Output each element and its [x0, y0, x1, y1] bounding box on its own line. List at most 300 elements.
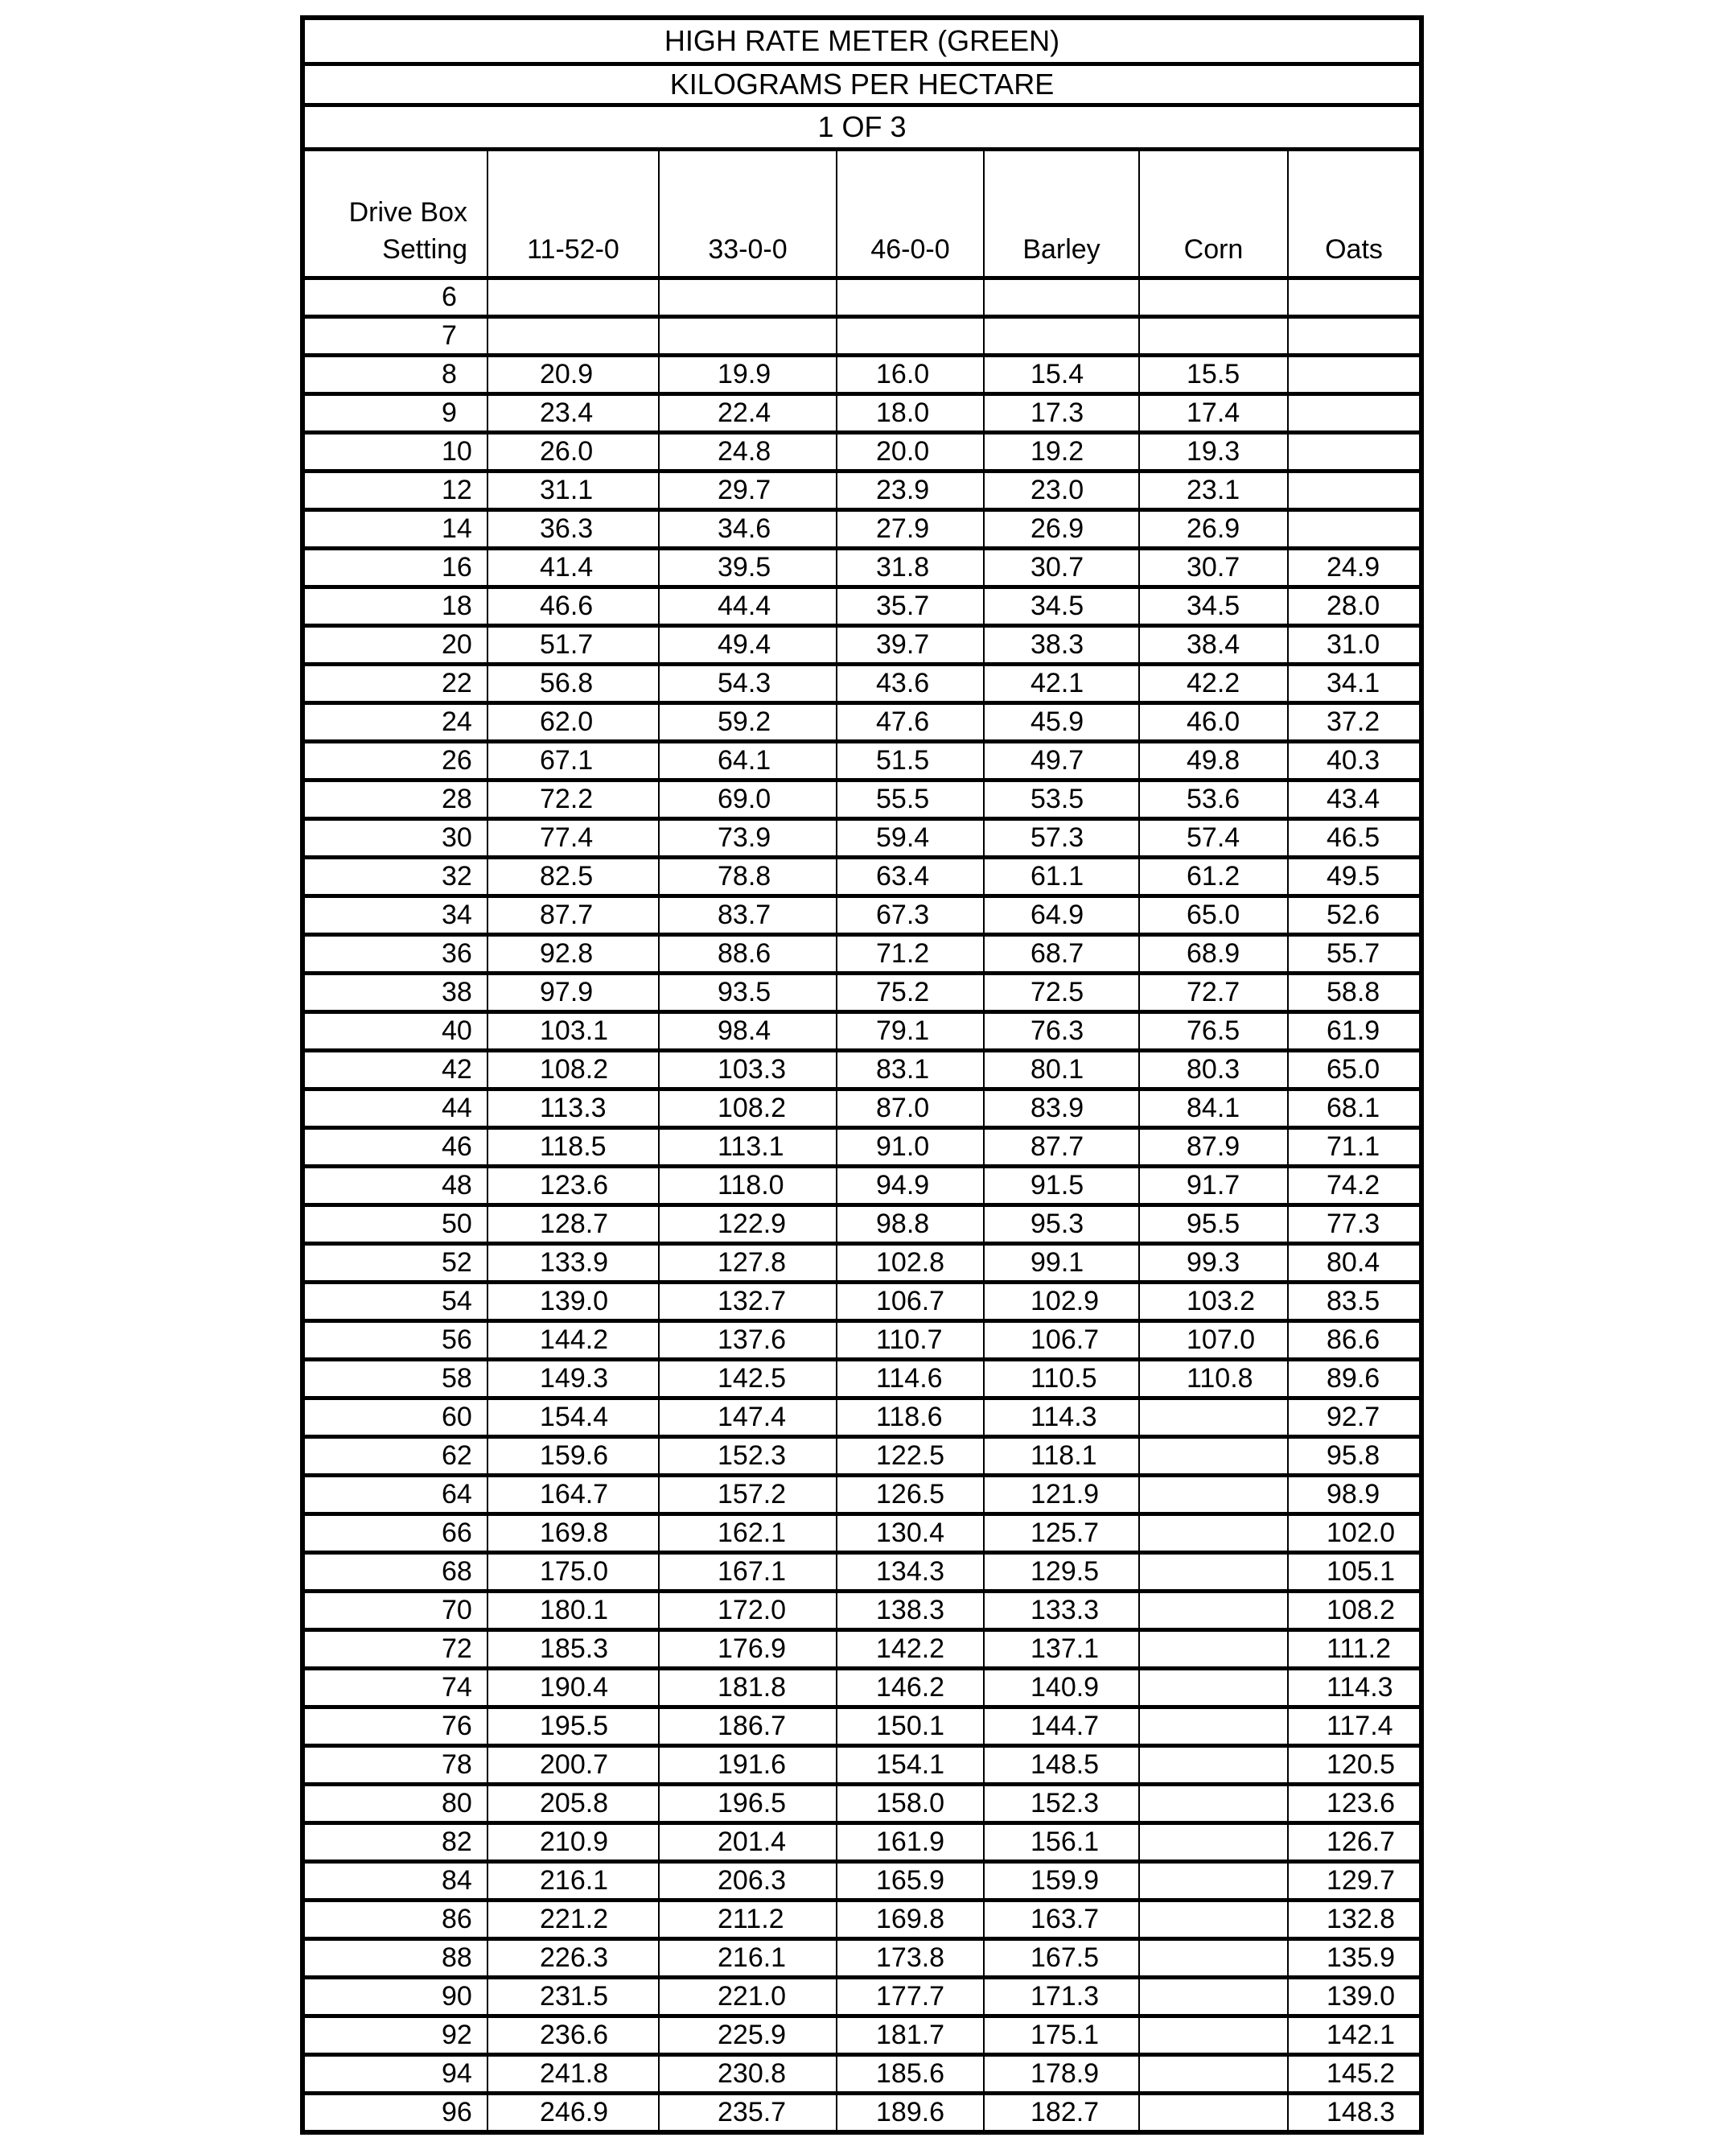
- setting-cell: 24: [302, 703, 487, 742]
- value-cell: [984, 278, 1139, 317]
- value-cell: 61.2: [1139, 858, 1288, 896]
- value-cell: 19.3: [1139, 433, 1288, 472]
- value-cell: 172.0: [659, 1592, 837, 1630]
- table-row: [302, 1746, 1421, 1785]
- value-cell: 18.0: [837, 394, 984, 433]
- value-cell: 167.1: [659, 1553, 837, 1592]
- value-cell: 80.1: [984, 1051, 1139, 1089]
- page-subtitle: KILOGRAMS PER HECTARE: [302, 64, 1421, 105]
- value-cell: 114.3: [984, 1398, 1139, 1437]
- value-cell: 56.8: [487, 665, 659, 703]
- setting-cell: 6: [302, 278, 487, 317]
- value-cell: 65.0: [1139, 896, 1288, 935]
- table-row: [302, 1128, 1421, 1167]
- value-cell: 241.8: [487, 2055, 659, 2094]
- value-cell: [1288, 356, 1421, 394]
- setting-cell: 78: [302, 1746, 487, 1785]
- value-cell: 113.1: [659, 1128, 837, 1167]
- value-cell: 55.5: [837, 780, 984, 819]
- value-cell: 19.2: [984, 433, 1139, 472]
- page-title: HIGH RATE METER (GREEN): [302, 18, 1421, 64]
- value-cell: 91.5: [984, 1167, 1139, 1205]
- column-header-33-0-0: 33-0-0: [659, 150, 837, 278]
- value-cell: 161.9: [837, 1823, 984, 1862]
- setting-cell: 82: [302, 1823, 487, 1862]
- table-row: [302, 510, 1421, 549]
- value-cell: 59.4: [837, 819, 984, 858]
- setting-cell: 74: [302, 1669, 487, 1707]
- value-cell: 43.6: [837, 665, 984, 703]
- value-cell: [659, 278, 837, 317]
- value-cell: 92.8: [487, 935, 659, 974]
- value-cell: 123.6: [1288, 1785, 1421, 1823]
- table-row: [302, 1669, 1421, 1707]
- table-row: [302, 819, 1421, 858]
- setting-cell: 22: [302, 665, 487, 703]
- value-cell: 27.9: [837, 510, 984, 549]
- value-cell: [1139, 1901, 1288, 1939]
- value-cell: 49.7: [984, 742, 1139, 780]
- value-cell: 88.6: [659, 935, 837, 974]
- value-cell: [1288, 472, 1421, 510]
- value-cell: 98.8: [837, 1205, 984, 1244]
- value-cell: 221.0: [659, 1978, 837, 2016]
- value-cell: [1139, 278, 1288, 317]
- value-cell: [1139, 1939, 1288, 1978]
- value-cell: [1139, 1514, 1288, 1553]
- value-cell: 54.3: [659, 665, 837, 703]
- value-cell: 39.7: [837, 626, 984, 665]
- value-cell: 152.3: [984, 1785, 1139, 1823]
- table-row: [302, 780, 1421, 819]
- value-cell: 118.6: [837, 1398, 984, 1437]
- value-cell: 122.9: [659, 1205, 837, 1244]
- value-cell: 122.5: [837, 1437, 984, 1476]
- value-cell: 110.7: [837, 1321, 984, 1360]
- setting-cell: 52: [302, 1244, 487, 1283]
- rate-table-head: [302, 18, 1421, 278]
- table-row: [302, 2055, 1421, 2094]
- value-cell: 139.0: [487, 1283, 659, 1321]
- table-row: [302, 1398, 1421, 1437]
- table-row: [302, 1244, 1421, 1283]
- value-cell: 16.0: [837, 356, 984, 394]
- value-cell: 111.2: [1288, 1630, 1421, 1669]
- value-cell: [1139, 1592, 1288, 1630]
- value-cell: 191.6: [659, 1746, 837, 1785]
- value-cell: [1139, 1978, 1288, 2016]
- setting-cell: 40: [302, 1012, 487, 1051]
- setting-cell: 50: [302, 1205, 487, 1244]
- table-row: [302, 1862, 1421, 1901]
- value-cell: [659, 317, 837, 356]
- table-row: [302, 1901, 1421, 1939]
- setting-cell: 18: [302, 587, 487, 626]
- value-cell: 133.9: [487, 1244, 659, 1283]
- rate-table: [300, 15, 1424, 2135]
- value-cell: 196.5: [659, 1785, 837, 1823]
- value-cell: [837, 278, 984, 317]
- setting-cell: 14: [302, 510, 487, 549]
- value-cell: [1139, 1707, 1288, 1746]
- value-cell: 64.9: [984, 896, 1139, 935]
- value-cell: 102.0: [1288, 1514, 1421, 1553]
- value-cell: 169.8: [837, 1901, 984, 1939]
- value-cell: 146.2: [837, 1669, 984, 1707]
- value-cell: 144.2: [487, 1321, 659, 1360]
- setting-cell: 80: [302, 1785, 487, 1823]
- value-cell: 169.8: [487, 1514, 659, 1553]
- table-row: [302, 549, 1421, 587]
- value-cell: 77.4: [487, 819, 659, 858]
- value-cell: 37.2: [1288, 703, 1421, 742]
- rate-table-body: [302, 278, 1421, 2132]
- value-cell: 24.8: [659, 433, 837, 472]
- value-cell: 34.1: [1288, 665, 1421, 703]
- value-cell: 38.3: [984, 626, 1139, 665]
- table-row: [302, 587, 1421, 626]
- value-cell: 225.9: [659, 2016, 837, 2055]
- value-cell: 95.5: [1139, 1205, 1288, 1244]
- value-cell: 30.7: [1139, 549, 1288, 587]
- value-cell: [1139, 1476, 1288, 1514]
- value-cell: [1139, 1669, 1288, 1707]
- table-row: [302, 1823, 1421, 1862]
- value-cell: 95.8: [1288, 1437, 1421, 1476]
- setting-cell: 86: [302, 1901, 487, 1939]
- setting-cell: 20: [302, 626, 487, 665]
- value-cell: 67.1: [487, 742, 659, 780]
- setting-cell: 36: [302, 935, 487, 974]
- value-cell: 34.5: [1139, 587, 1288, 626]
- column-header-11-52-0: 11-52-0: [487, 150, 659, 278]
- value-cell: 91.0: [837, 1128, 984, 1167]
- value-cell: 45.9: [984, 703, 1139, 742]
- value-cell: 200.7: [487, 1746, 659, 1785]
- value-cell: 110.5: [984, 1360, 1139, 1398]
- value-cell: [1139, 1862, 1288, 1901]
- value-cell: 87.9: [1139, 1128, 1288, 1167]
- value-cell: 139.0: [1288, 1978, 1421, 2016]
- title-row: [302, 18, 1421, 64]
- table-row: [302, 1089, 1421, 1128]
- table-row: [302, 1630, 1421, 1669]
- value-cell: 98.4: [659, 1012, 837, 1051]
- setting-cell: 84: [302, 1862, 487, 1901]
- setting-cell: 44: [302, 1089, 487, 1128]
- value-cell: 44.4: [659, 587, 837, 626]
- column-header-barley: Barley: [984, 150, 1139, 278]
- value-cell: 83.9: [984, 1089, 1139, 1128]
- column-header-drive-box-setting: [302, 150, 487, 278]
- value-cell: 26.0: [487, 433, 659, 472]
- value-cell: 110.8: [1139, 1360, 1288, 1398]
- value-cell: 38.4: [1139, 626, 1288, 665]
- value-cell: 97.9: [487, 974, 659, 1012]
- value-cell: 69.0: [659, 780, 837, 819]
- value-cell: 144.7: [984, 1707, 1139, 1746]
- value-cell: 158.0: [837, 1785, 984, 1823]
- value-cell: 120.5: [1288, 1746, 1421, 1785]
- table-row: [302, 1360, 1421, 1398]
- value-cell: [1288, 317, 1421, 356]
- value-cell: 205.8: [487, 1785, 659, 1823]
- value-cell: 129.7: [1288, 1862, 1421, 1901]
- column-header-corn: Corn: [1139, 150, 1288, 278]
- table-row: [302, 394, 1421, 433]
- value-cell: 87.7: [487, 896, 659, 935]
- value-cell: 127.8: [659, 1244, 837, 1283]
- value-cell: 154.1: [837, 1746, 984, 1785]
- column-header-oats: Oats: [1288, 150, 1421, 278]
- setting-cell: 76: [302, 1707, 487, 1746]
- value-cell: [1288, 433, 1421, 472]
- value-cell: 35.7: [837, 587, 984, 626]
- value-cell: 236.6: [487, 2016, 659, 2055]
- setting-cell: 64: [302, 1476, 487, 1514]
- value-cell: 162.1: [659, 1514, 837, 1553]
- value-cell: [1288, 278, 1421, 317]
- value-cell: 19.9: [659, 356, 837, 394]
- value-cell: 34.5: [984, 587, 1139, 626]
- value-cell: 30.7: [984, 549, 1139, 587]
- value-cell: 73.9: [659, 819, 837, 858]
- value-cell: 142.1: [1288, 2016, 1421, 2055]
- value-cell: 24.9: [1288, 549, 1421, 587]
- value-cell: 130.4: [837, 1514, 984, 1553]
- table-row: [302, 1939, 1421, 1978]
- value-cell: 68.7: [984, 935, 1139, 974]
- table-row: [302, 1205, 1421, 1244]
- value-cell: 63.4: [837, 858, 984, 896]
- value-cell: 46.5: [1288, 819, 1421, 858]
- value-cell: [487, 317, 659, 356]
- value-cell: 235.7: [659, 2094, 837, 2132]
- value-cell: 71.2: [837, 935, 984, 974]
- value-cell: 76.5: [1139, 1012, 1288, 1051]
- table-row: [302, 1051, 1421, 1089]
- value-cell: 103.2: [1139, 1283, 1288, 1321]
- value-cell: [1139, 2055, 1288, 2094]
- table-row: [302, 1283, 1421, 1321]
- value-cell: 118.0: [659, 1167, 837, 1205]
- setting-cell: 28: [302, 780, 487, 819]
- value-cell: 41.4: [487, 549, 659, 587]
- value-cell: 226.3: [487, 1939, 659, 1978]
- table-row: [302, 1167, 1421, 1205]
- value-cell: [1139, 1553, 1288, 1592]
- value-cell: 42.1: [984, 665, 1139, 703]
- value-cell: 31.8: [837, 549, 984, 587]
- value-cell: 26.9: [984, 510, 1139, 549]
- table-row: [302, 356, 1421, 394]
- setting-cell: 58: [302, 1360, 487, 1398]
- value-cell: 78.8: [659, 858, 837, 896]
- setting-cell: 68: [302, 1553, 487, 1592]
- setting-cell: 34: [302, 896, 487, 935]
- setting-cell: 42: [302, 1051, 487, 1089]
- value-cell: 189.6: [837, 2094, 984, 2132]
- value-cell: 211.2: [659, 1901, 837, 1939]
- value-cell: 132.7: [659, 1283, 837, 1321]
- table-row: [302, 1514, 1421, 1553]
- value-cell: 181.7: [837, 2016, 984, 2055]
- value-cell: 140.9: [984, 1669, 1139, 1707]
- value-cell: 201.4: [659, 1823, 837, 1862]
- setting-cell: 96: [302, 2094, 487, 2132]
- setting-label: Setting: [382, 234, 467, 265]
- value-cell: 23.4: [487, 394, 659, 433]
- value-cell: 80.4: [1288, 1244, 1421, 1283]
- value-cell: [1139, 1437, 1288, 1476]
- value-cell: [487, 278, 659, 317]
- value-cell: 105.1: [1288, 1553, 1421, 1592]
- value-cell: 118.5: [487, 1128, 659, 1167]
- value-cell: 36.3: [487, 510, 659, 549]
- setting-cell: 90: [302, 1978, 487, 2016]
- value-cell: 137.1: [984, 1630, 1139, 1669]
- setting-cell: 30: [302, 819, 487, 858]
- value-cell: 82.5: [487, 858, 659, 896]
- table-row: [302, 1321, 1421, 1360]
- table-row: [302, 858, 1421, 896]
- value-cell: 61.9: [1288, 1012, 1421, 1051]
- value-cell: 49.8: [1139, 742, 1288, 780]
- value-cell: 77.3: [1288, 1205, 1421, 1244]
- column-header-row: [302, 150, 1421, 278]
- value-cell: 43.4: [1288, 780, 1421, 819]
- value-cell: 147.4: [659, 1398, 837, 1437]
- setting-cell: 16: [302, 549, 487, 587]
- setting-cell: 92: [302, 2016, 487, 2055]
- value-cell: 175.1: [984, 2016, 1139, 2055]
- value-cell: 94.9: [837, 1167, 984, 1205]
- setting-cell: 54: [302, 1283, 487, 1321]
- value-cell: 106.7: [984, 1321, 1139, 1360]
- table-row: [302, 2094, 1421, 2132]
- page-number: 1 OF 3: [302, 105, 1421, 150]
- value-cell: 57.3: [984, 819, 1139, 858]
- value-cell: 159.9: [984, 1862, 1139, 1901]
- value-cell: 206.3: [659, 1862, 837, 1901]
- value-cell: 31.0: [1288, 626, 1421, 665]
- value-cell: 137.6: [659, 1321, 837, 1360]
- value-cell: 185.3: [487, 1630, 659, 1669]
- value-cell: 114.3: [1288, 1669, 1421, 1707]
- value-cell: 58.8: [1288, 974, 1421, 1012]
- value-cell: 53.5: [984, 780, 1139, 819]
- value-cell: 121.9: [984, 1476, 1139, 1514]
- table-row: [302, 703, 1421, 742]
- value-cell: 89.6: [1288, 1360, 1421, 1398]
- setting-cell: 60: [302, 1398, 487, 1437]
- table-row: [302, 974, 1421, 1012]
- value-cell: 195.5: [487, 1707, 659, 1746]
- setting-cell: 94: [302, 2055, 487, 2094]
- value-cell: [1139, 1630, 1288, 1669]
- value-cell: 83.7: [659, 896, 837, 935]
- value-cell: 128.7: [487, 1205, 659, 1244]
- value-cell: 108.2: [487, 1051, 659, 1089]
- value-cell: 149.3: [487, 1360, 659, 1398]
- setting-cell: 56: [302, 1321, 487, 1360]
- value-cell: 17.3: [984, 394, 1139, 433]
- value-cell: 49.5: [1288, 858, 1421, 896]
- setting-cell: 62: [302, 1437, 487, 1476]
- value-cell: 148.5: [984, 1746, 1139, 1785]
- value-cell: 46.0: [1139, 703, 1288, 742]
- value-cell: 126.5: [837, 1476, 984, 1514]
- table-row: [302, 1592, 1421, 1630]
- value-cell: 64.1: [659, 742, 837, 780]
- value-cell: 173.8: [837, 1939, 984, 1978]
- table-row: [302, 896, 1421, 935]
- value-cell: 15.4: [984, 356, 1139, 394]
- table-row: [302, 1476, 1421, 1514]
- value-cell: 108.2: [659, 1089, 837, 1128]
- value-cell: 175.0: [487, 1553, 659, 1592]
- table-row: [302, 278, 1421, 317]
- value-cell: 114.6: [837, 1360, 984, 1398]
- value-cell: 123.6: [487, 1167, 659, 1205]
- table-row: [302, 626, 1421, 665]
- value-cell: 51.5: [837, 742, 984, 780]
- value-cell: 23.0: [984, 472, 1139, 510]
- value-cell: 86.6: [1288, 1321, 1421, 1360]
- value-cell: [1139, 1823, 1288, 1862]
- setting-cell: 8: [302, 356, 487, 394]
- value-cell: 83.5: [1288, 1283, 1421, 1321]
- value-cell: 80.3: [1139, 1051, 1288, 1089]
- value-cell: [1288, 394, 1421, 433]
- table-row: [302, 317, 1421, 356]
- value-cell: 20.0: [837, 433, 984, 472]
- value-cell: 61.1: [984, 858, 1139, 896]
- value-cell: 93.5: [659, 974, 837, 1012]
- setting-cell: 66: [302, 1514, 487, 1553]
- value-cell: 29.7: [659, 472, 837, 510]
- value-cell: 216.1: [487, 1862, 659, 1901]
- value-cell: 39.5: [659, 549, 837, 587]
- value-cell: 163.7: [984, 1901, 1139, 1939]
- page-number-row: [302, 105, 1421, 150]
- value-cell: 67.3: [837, 896, 984, 935]
- value-cell: 176.9: [659, 1630, 837, 1669]
- value-cell: 108.2: [1288, 1592, 1421, 1630]
- value-cell: 75.2: [837, 974, 984, 1012]
- value-cell: 34.6: [659, 510, 837, 549]
- value-cell: 230.8: [659, 2055, 837, 2094]
- value-cell: 135.9: [1288, 1939, 1421, 1978]
- value-cell: 180.1: [487, 1592, 659, 1630]
- value-cell: 150.1: [837, 1707, 984, 1746]
- value-cell: 231.5: [487, 1978, 659, 2016]
- value-cell: 72.2: [487, 780, 659, 819]
- value-cell: 103.1: [487, 1012, 659, 1051]
- value-cell: 72.5: [984, 974, 1139, 1012]
- table-row: [302, 1707, 1421, 1746]
- value-cell: 42.2: [1139, 665, 1288, 703]
- value-cell: 246.9: [487, 2094, 659, 2132]
- value-cell: 216.1: [659, 1939, 837, 1978]
- value-cell: 91.7: [1139, 1167, 1288, 1205]
- value-cell: 51.7: [487, 626, 659, 665]
- table-row: [302, 1978, 1421, 2016]
- value-cell: [1139, 1398, 1288, 1437]
- table-row: [302, 433, 1421, 472]
- value-cell: 59.2: [659, 703, 837, 742]
- value-cell: 103.3: [659, 1051, 837, 1089]
